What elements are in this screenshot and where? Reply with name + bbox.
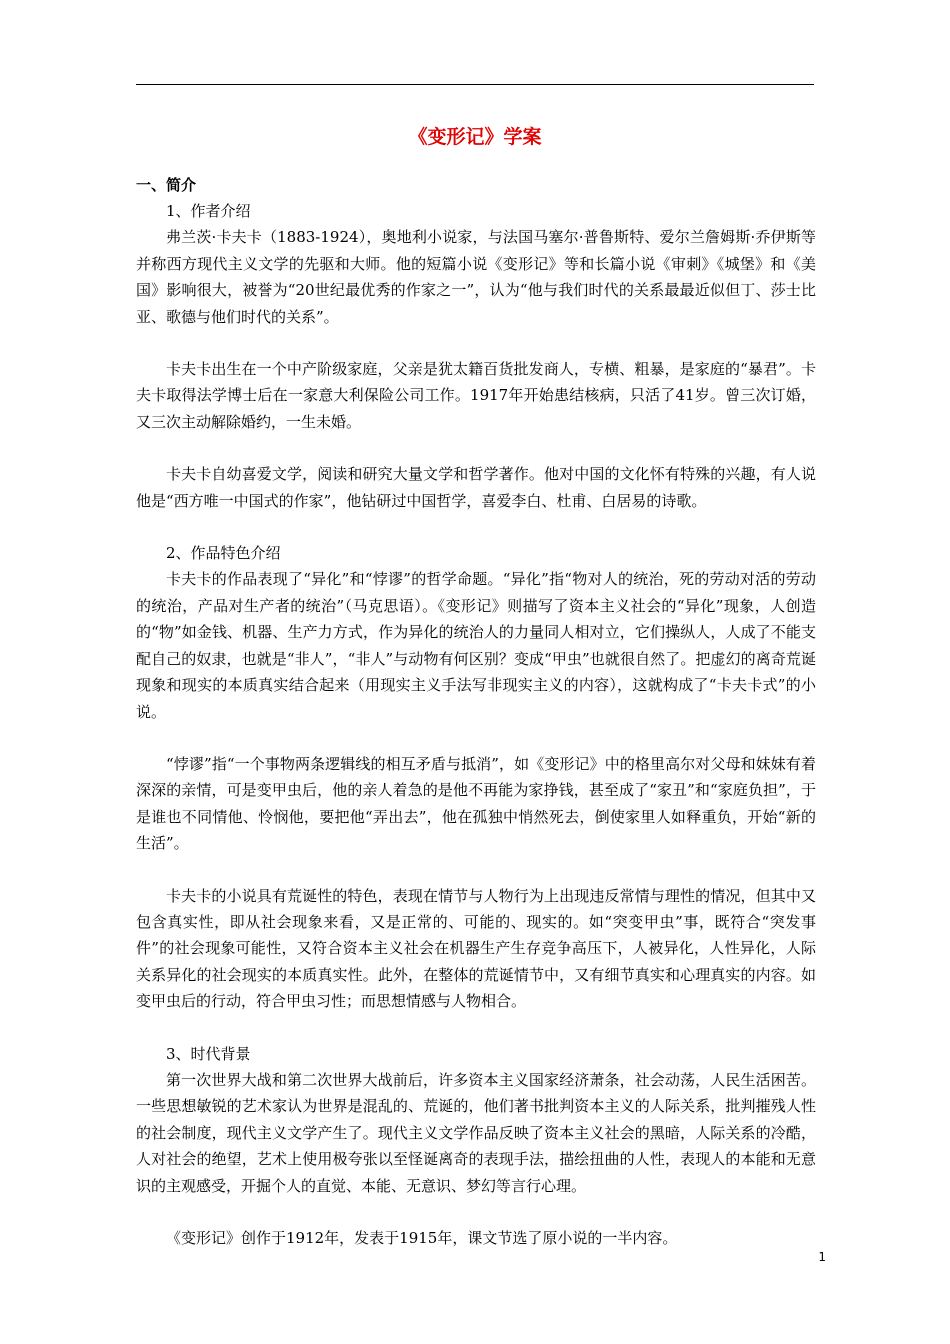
subheading-background: 3、时代背景 — [166, 1044, 251, 1063]
header-rule — [136, 84, 814, 85]
document-title: 《变形记》学案 — [408, 126, 542, 148]
paragraph-background-2: 《变形记》创作于1912年，发表于1915年，课文节选了原小说的一半内容。 — [166, 1229, 678, 1247]
paragraph-works-2: “悖谬”指“一个事物两条逻辑线的相互矛盾与抵消”，如《变形记》中的格里高尔对父母和妹妹有着深深的亲情，可是变甲虫后，他的亲人着急的是他不再能为家挣钱，甚至成了“家丑”和“家庭负担”，于是谁也不同情他、怜悯他，要把他“弄出去”，他在孤独中悄然死去，倒使家里人如释重负，开始“新的生活”。 — [136, 754, 816, 853]
paragraph-background-1: 第一次世界大战和第二次世界大战前后，许多资本主义国家经济萧条，社会动荡，人民生活困苦。一些思想敏锐的艺术家认为世界是混乱的、荒诞的，他们著书批判资本主义的人际关系，批判摧残人性的社会制度，现代主义文学产生了。现代主义文学作品反映了资本主义社会的黑暗，人际关系的冷酷，人对社会的绝望，艺术上使用极夸张以至怪诞离奇的表现手法，描绘扭曲的人性，表现人的本能和无意识的主观感受，开掘个人的直觉、本能、无意识、梦幻等言行心理。 — [136, 1070, 816, 1195]
document-body — [136, 172, 816, 1251]
paragraph-author-2: 卡夫卡出生在一个中产阶级家庭，父亲是犹太籍百货批发商人，专横、粗暴，是家庭的“暴君”。卡夫卡取得法学博士后在一家意大利保险公司工作。1917年开始患结核病，只活了41岁。曾三次订婚，又三次主动解除婚约，一生未婚。 — [136, 360, 816, 431]
page-number: 1 — [818, 1250, 826, 1264]
paragraph-works-3: 卡夫卡的小说具有荒诞性的特色，表现在情节与人物行为上出现违反常情与理性的情况，但其中又包含真实性，即从社会现象来看，又是正常的、可能的、现实的。如“突变甲虫”事，既符合“突发事件”的社会现象可能性，又符合资本主义社会在机器生产生存竞争高压下，人被异化，人性异化，人际关系异化的社会现实的本质真实性。此外，在整体的荒诞情节中，又有细节真实和心理真实的内容。如变甲虫后的行动，符合甲虫习性；而思想情感与人物相合。 — [136, 886, 816, 1011]
paragraph-author-1: 弗兰茨·卡夫卡（1883-1924），奥地利小说家，与法国马塞尔·普鲁斯特、爱尔兰詹姆斯·乔伊斯等并称西方现代主义文学的先驱和大师。他的短篇小说《变形记》等和长篇小说《审刺》《城堡》和《美国》影响很大，被誉为“20世纪最优秀的作家之一”，认为“他与我们时代的关系最最近似但丁、莎士比亚、歌德与他们时代的关系”。 — [136, 228, 816, 326]
paragraph-works-1: 卡夫卡的作品表现了“异化”和“悖谬”的哲学命题。“异化”指“物对人的统治，死的劳动对活的劳动的统治，产品对生产者的统治”（马克思语）。《变形记》则描写了资本主义社会的“异化”现象，人创造的“物”如金钱、机器、生产力方式，作为异化的统治人的力量同人相对立，它们操纵人，人成了不能支配自己的奴隶，也就是“非人”，“非人”与动物有何区别？变成“甲虫”也就很自然了。把虚幻的离奇荒诞现象和现实的本质真实结合起来（用现实主义手法写非现实主义的内容），这就构成了“卡夫卡式”的小说。 — [136, 570, 816, 721]
subheading-author: 1、作者介绍 — [166, 202, 251, 220]
subheading-works: 2、作品特色介绍 — [166, 544, 281, 563]
section-heading-intro: 一、简介 — [136, 176, 197, 194]
paragraph-author-3: 卡夫卡自幼喜爱文学，阅读和研究大量文学和哲学著作。他对中国的文化怀有特殊的兴趣，有人说他是“西方唯一中国式的作家”，他钻研过中国哲学，喜爱李白、杜甫、白居易的诗歌。 — [136, 465, 816, 510]
